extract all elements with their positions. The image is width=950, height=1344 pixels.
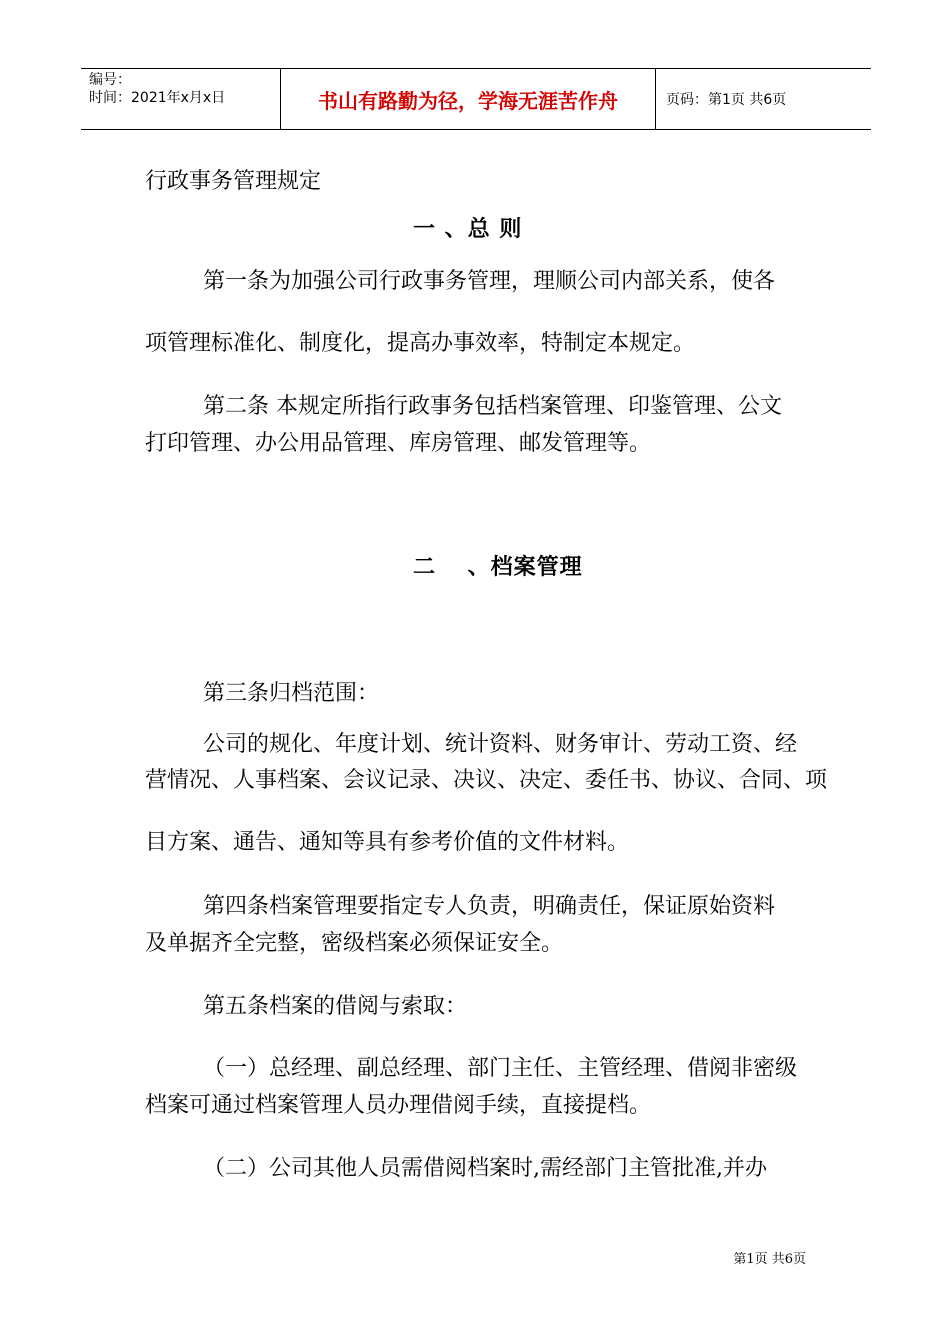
paragraph-article-2-line-2: 打印管理、办公用品管理、库房管理、邮发管理等。 [145,431,652,456]
page-footer: 第1页 共6页 [733,1252,806,1267]
paragraph-item-1-line-1: （一）总经理、副总经理、部门主任、主管经理、借阅非密级 [203,1056,798,1081]
paragraph-scope-line-2: 营情况、人事档案、会议记录、决议、决定、委任书、协议、合同、项 [145,768,828,793]
paragraph-article-1-line-2: 项管理标准化、制度化，提高办事效率，特制定本规定。 [145,331,696,356]
paragraph-scope-line-3: 目方案、通告、通知等具有参考价值的文件材料。 [145,830,630,855]
section-heading-archives: 二 、档案管理 [413,555,583,580]
paragraph-article-3: 第三条归档范围： [203,681,380,706]
paragraph-scope-line-1: 公司的规化、年度计划、统计资料、财务审计、劳动工资、经 [203,732,798,757]
header-page-info: 页码：第1页 共6页 [666,92,787,108]
section-heading-general: 一 、总 则 [413,217,523,242]
code-label: 编号： [89,72,131,88]
paragraph-article-1-line-1: 第一条为加强公司行政事务管理，理顺公司内部关系，使各 [203,269,776,294]
document-title: 行政事务管理规定 [145,169,322,194]
header-motto: 书山有路勤为径，学海无涯苦作舟 [281,69,656,129]
paragraph-article-2-line-1: 第二条 本规定所指行政事务包括档案管理、印鉴管理、公文 [203,394,782,419]
time-label: 时间：2021年x月x日 [89,90,226,106]
header-meta [81,69,281,129]
paragraph-article-4-line-2: 及单据齐全完整，密级档案必须保证安全。 [145,931,564,956]
paragraph-item-2-line-1: （二）公司其他人员需借阅档案时,需经部门主管批准,并办 [203,1156,767,1181]
header-table [81,68,871,130]
paragraph-item-1-line-2: 档案可通过档案管理人员办理借阅手续，直接提档。 [145,1093,652,1118]
paragraph-article-5: 第五条档案的借阅与索取： [203,994,468,1019]
paragraph-article-4-line-1: 第四条档案管理要指定专人负责，明确责任，保证原始资料 [203,894,776,919]
